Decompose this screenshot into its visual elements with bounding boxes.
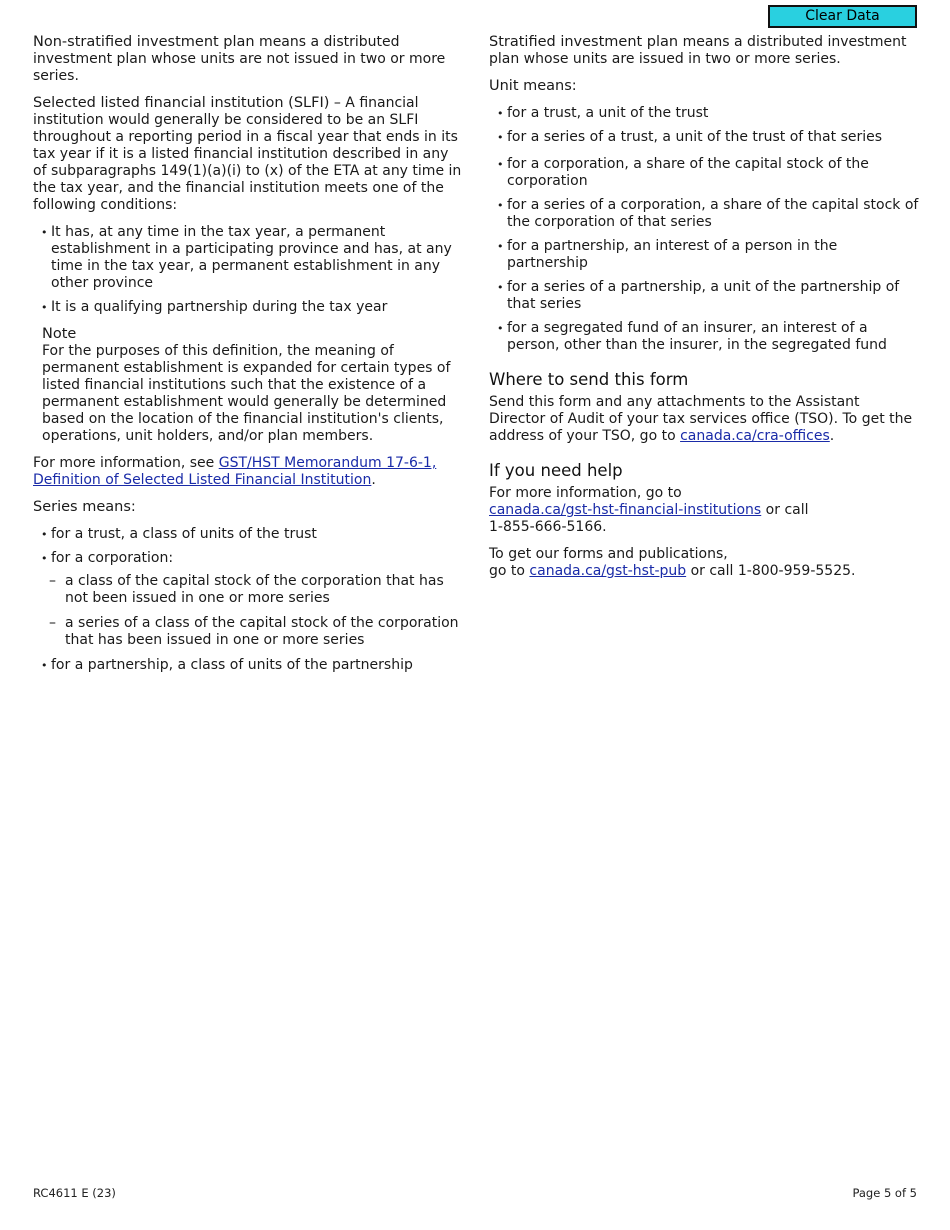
clear-data-button[interactable]: Clear Data [768, 5, 917, 28]
slfi-definition: Selected listed financial institution (SLFI) – A financial institution would generally be considered to be an SLFI throughout a reporting period in a fiscal year that ends in its tax year if it is a listed financial institution described in any of subparagraphs 149(1)(a)(i) to (x) of the ETA at any time in the tax year, and the financial institution meets one of the following conditions: [33, 95, 462, 213]
forms-text: To get our forms and publications, go to canada.ca/gst-hst-pub or call 1-800-959-5525. [489, 546, 856, 579]
list-item: • for a series of a trust, a unit of the trust of that series [497, 129, 919, 146]
list-item: • for a corporation: [41, 550, 463, 567]
list-item: • for a segregated fund of an insurer, an interest of a person, other than the insurer, in the segregated fund [497, 320, 919, 354]
series-intro: Series means: [33, 499, 136, 515]
memorandum-link[interactable]: GST/HST Memorandum 17-6-1, Definition of Selected Listed Financial Institution [33, 455, 437, 488]
list-item: – a class of the capital stock of the corporation that has not been issued in one or more series [49, 573, 463, 607]
where-to-send-heading: Where to send this form [489, 370, 689, 389]
term-slfi: Selected listed financial institution (SLFI) [33, 95, 330, 111]
cra-offices-link[interactable]: canada.ca/cra-offices [680, 428, 830, 444]
list-item: • for a trust, a unit of the trust [497, 105, 919, 122]
list-item: – a series of a class of the capital stock of the corporation that has been issued in one or more series [49, 615, 463, 649]
list-item: • for a series of a partnership, a unit of the partnership of that series [497, 279, 919, 313]
series-corporation-sublist [33, 573, 463, 649]
list-item: • for a partnership, an interest of a person in the partnership [497, 238, 919, 272]
right-column [489, 34, 919, 590]
slfi-note [42, 326, 463, 445]
where-to-send-text: Send this form and any attachments to the Assistant Director of Audit of your tax services office (TSO). To get the address of your TSO, go to canada.ca/cra-offices. [489, 394, 913, 444]
list-item: • It is a qualifying partnership during the tax year [41, 299, 463, 316]
unit-list [489, 105, 919, 354]
stratified-definition: Stratified investment plan means a distributed investment plan whose units are issued in two or more series. [489, 34, 907, 67]
page-number: Page 5 of 5 [852, 1186, 917, 1200]
list-item: • It has, at any time in the tax year, a permanent establishment in a participating province and has, at any time in the tax year, a permanent establishment in any other province [41, 224, 463, 292]
form-code: RC4611 E (23) [33, 1186, 116, 1200]
series-list [33, 526, 463, 567]
financial-institutions-link[interactable]: canada.ca/gst-hst-financial-institutions [489, 502, 762, 518]
help-heading: If you need help [489, 461, 623, 480]
slfi-conditions-list [33, 224, 463, 316]
term-stratified: Stratified investment plan [489, 34, 679, 50]
note-text: For the purposes of this definition, the meaning of permanent establishment is expanded for certain types of listed financial institutions such that the existence of a permanent establishment would generally be determined based on the location of the financial institution's clients, operations, unit holders, and/or plan members. [42, 343, 451, 444]
help-text: For more information, go to canada.ca/gst-hst-financial-institutions or call 1-855-666-5166. [489, 485, 809, 535]
unit-intro: Unit means: [489, 78, 577, 94]
list-item: • for a series of a corporation, a share of the capital stock of the corporation of that series [497, 197, 919, 231]
series-list-continued [33, 657, 463, 674]
gst-hst-pub-link[interactable]: canada.ca/gst-hst-pub [529, 563, 687, 579]
non-stratified-definition: Non-stratified investment plan means a distributed investment plan whose units are not issued in two or more series. [33, 34, 446, 84]
list-item: • for a trust, a class of units of the trust [41, 526, 463, 543]
more-info-paragraph: For more information, see GST/HST Memorandum 17-6-1, Definition of Selected Listed Financial Institution. [33, 455, 437, 488]
left-column [33, 34, 463, 684]
list-item: • for a corporation, a share of the capital stock of the corporation [497, 156, 919, 190]
list-item: • for a partnership, a class of units of the partnership [41, 657, 463, 674]
note-title: Note [42, 326, 77, 342]
term-non-stratified: Non-stratified investment plan [33, 34, 255, 50]
